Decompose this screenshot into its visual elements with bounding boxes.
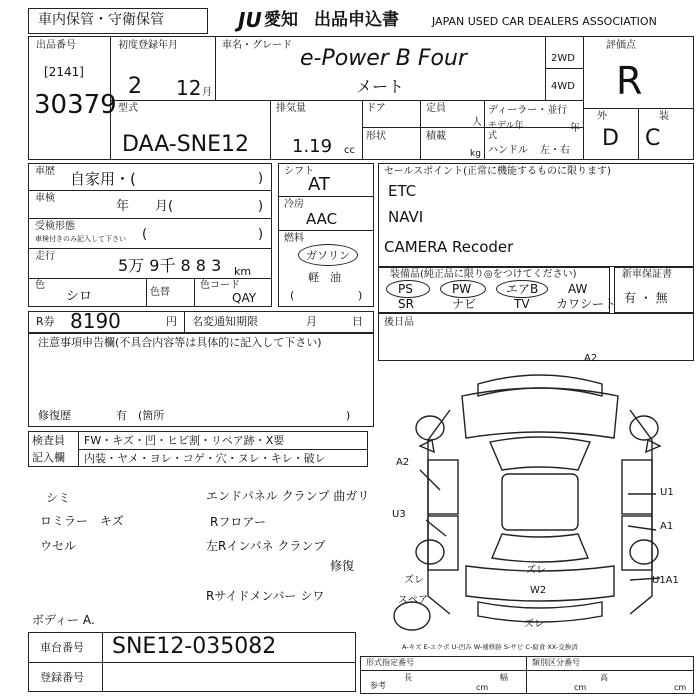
- storage-stamp: 車内保管・守衛保管: [38, 12, 164, 28]
- notes-label: 注意事項申告欄(不具合内容等は具体的に記入して下さい): [38, 336, 322, 349]
- name-change-label: 名変通知期限: [192, 315, 258, 328]
- length-label: 長: [404, 673, 412, 682]
- model-year-unit: 年: [570, 123, 580, 134]
- color-value: シロ: [66, 289, 93, 304]
- grade-label: 評価点: [606, 40, 636, 51]
- inspector-row-1: FW・キズ・凹・ヒビ割・リペア跡・X要: [84, 434, 285, 447]
- inspection-close: ): [258, 199, 264, 214]
- note-side-member: Rサイドメンバー シワ: [206, 589, 325, 603]
- lot-number: 30379: [34, 90, 117, 120]
- form-title: 出品申込書: [314, 10, 399, 30]
- height-label: 高: [600, 673, 608, 682]
- shift-value: AT: [308, 174, 330, 195]
- inspection-value: 年 月(: [116, 199, 174, 214]
- inspector-row-2: 内装・ヤメ・ヨレ・コゲ・穴・ヌレ・キレ・破レ: [84, 452, 326, 465]
- length-unit: cm: [476, 683, 489, 692]
- model-grade-label: 車名・グレード: [222, 40, 292, 51]
- sales-point-2: NAVI: [388, 208, 424, 226]
- note-repair: 修復: [330, 559, 355, 573]
- month-unit: 月: [202, 87, 212, 98]
- width-unit: cm: [574, 683, 587, 692]
- fuel-close: ): [358, 289, 363, 302]
- sales-point-1: ETC: [388, 182, 417, 200]
- mark-u3: U3: [392, 509, 406, 520]
- mileage-unit: km: [234, 265, 252, 278]
- inspection-label: 車検: [35, 193, 55, 204]
- dealer-label: ディーラー・並行: [488, 105, 568, 116]
- mark-u1: U1: [660, 487, 674, 498]
- note-rear-floor: Rフロアー: [210, 515, 266, 529]
- maker-value: メート: [356, 77, 405, 96]
- height-unit: cm: [674, 683, 687, 692]
- color-code-label: 色コード: [200, 280, 240, 291]
- load-unit: kg: [470, 149, 481, 159]
- mark-a2-top: A2: [584, 353, 598, 364]
- lot-number-label: 出品番号: [36, 40, 76, 51]
- model-type-value: DAA-SNE12: [122, 132, 250, 157]
- fuel-alternative: 軽 油: [308, 271, 341, 284]
- association-name-jp: 愛知: [264, 10, 298, 30]
- equip-pw: PW: [452, 282, 472, 296]
- first-registration-label: 初度登録年月: [118, 40, 178, 51]
- mark-w2: W2: [530, 585, 547, 596]
- displacement-label: 排気量: [276, 103, 306, 114]
- handle-options: 左・右: [540, 145, 570, 156]
- recycle-value: 8190: [70, 309, 121, 333]
- lot-sub-number: [2141]: [44, 65, 84, 79]
- type-designation-label: 形式指定番号: [366, 658, 414, 667]
- fuel-value: ガソリン: [306, 249, 350, 262]
- equip-airbag: エアB: [506, 282, 539, 296]
- model-grade-value: e-Power B Four: [300, 46, 467, 71]
- inspector-label-2: 記入欄: [32, 451, 65, 464]
- interior-grade: C: [645, 126, 661, 151]
- handle-label: ハンドル: [488, 145, 528, 156]
- recycle-unit: 円: [166, 315, 177, 328]
- plate-label: 登録番号: [40, 671, 84, 684]
- sales-point-3: CAMERA Recoder: [384, 238, 514, 256]
- cc-unit: cc: [344, 145, 355, 156]
- warranty-label: 新車保証書: [622, 269, 672, 280]
- history-close: ): [258, 171, 264, 186]
- drive-4wd: 4WD: [551, 81, 575, 92]
- shift-label: シフト: [284, 166, 314, 177]
- grade-score: R: [616, 59, 643, 103]
- width-label: 幅: [500, 673, 508, 682]
- mark-zure-left: ズレ: [404, 575, 424, 586]
- ac-label: 冷房: [284, 199, 304, 210]
- chassis-number: SNE12-035082: [112, 634, 277, 659]
- history-label: 車歴: [35, 166, 55, 177]
- repair-value: 有: [116, 409, 127, 422]
- capacity-label: 定員: [426, 103, 446, 114]
- note-stain: シミ: [46, 491, 71, 505]
- equip-seat: カワシート: [556, 297, 617, 311]
- damage-legend: A-キズ E-エクボ U-凹み W-補修跡 S-サビ C-腐食 XX-交換済: [402, 643, 578, 651]
- color-label: 色: [35, 280, 45, 291]
- accept-label: 受検形態: [35, 221, 75, 232]
- accept-open: (: [142, 227, 148, 242]
- registration-year: 2: [128, 74, 142, 99]
- repair-label: 修復歴: [38, 409, 71, 422]
- capacity-unit: 人: [472, 117, 482, 128]
- note-inner-panel: 左Rインパネ クランプ: [206, 539, 326, 553]
- drive-2wd: 2WD: [551, 53, 575, 64]
- mileage-label: 走行: [35, 251, 55, 262]
- ac-value: AAC: [306, 210, 338, 228]
- repair-place: (箇所: [138, 409, 165, 422]
- exterior-label: 外: [597, 111, 607, 122]
- warranty-options: 有 ・ 無: [624, 291, 668, 305]
- equip-aw: AW: [568, 282, 588, 296]
- name-change-day: 日: [352, 315, 363, 328]
- color-change-label: 色替: [150, 287, 170, 298]
- mileage-value: 5万 9千 8 8 3: [118, 256, 222, 275]
- chassis-label: 車台番号: [40, 641, 84, 654]
- mark-a2-left: A2: [396, 457, 410, 468]
- accept-note: 車検付きのみ記入して下さい: [35, 235, 126, 243]
- history-value: 自家用・(: [70, 170, 136, 188]
- ju-logo: JU: [238, 8, 262, 32]
- doors-label: ドア: [366, 103, 386, 114]
- equip-ps: PS: [398, 282, 413, 296]
- association-name-en: JAPAN USED CAR DEALERS ASSOCIATION: [432, 15, 657, 28]
- inspector-label: 検査員: [32, 434, 65, 447]
- mark-zure-center: ズレ: [526, 565, 546, 576]
- equip-tv: TV: [514, 297, 530, 311]
- note-mirror: ロミラー キズ: [40, 514, 124, 528]
- mark-a1: A1: [660, 521, 674, 532]
- ref-label: 参考: [370, 681, 386, 690]
- equip-sr: SR: [398, 297, 414, 311]
- equipment-label: 装備品(純正品に限り◎をつけてください): [390, 269, 577, 280]
- registration-month: 12: [176, 76, 202, 100]
- interior-label: 装: [659, 111, 669, 122]
- mark-zure-bottom: ズレ: [524, 619, 544, 630]
- equip-navi: ナビ: [452, 297, 477, 311]
- note-usel: ウセル: [40, 539, 77, 553]
- model-type-label: 型式: [118, 103, 138, 114]
- displacement-value: 1.19: [292, 136, 333, 157]
- exterior-grade: D: [602, 126, 619, 151]
- fuel-open: (: [290, 289, 295, 302]
- category-label: 類別区分番号: [532, 658, 580, 667]
- mark-u1a1: U1A1: [652, 575, 679, 586]
- accept-close: ): [258, 227, 264, 242]
- sales-points-label: セールスポイント(正常に機能するものに限ります): [384, 166, 611, 177]
- repair-close: ): [346, 409, 351, 422]
- note-end-panel: エンドパネル クランプ 曲ガリ: [206, 489, 370, 503]
- recycle-label: R券: [36, 315, 55, 328]
- rear-items-label: 後日品: [384, 317, 414, 328]
- shape-label: 形状: [366, 131, 386, 142]
- load-label: 積載: [426, 131, 446, 142]
- model-year-label: モデル年式: [488, 121, 524, 141]
- color-code-value: QAY: [232, 291, 257, 305]
- fuel-label: 燃料: [284, 233, 304, 244]
- mark-spare: スペア: [398, 595, 428, 606]
- note-body: ボディー A.: [32, 613, 95, 627]
- name-change-month: 月: [306, 315, 317, 328]
- rear-items-block: [378, 313, 694, 361]
